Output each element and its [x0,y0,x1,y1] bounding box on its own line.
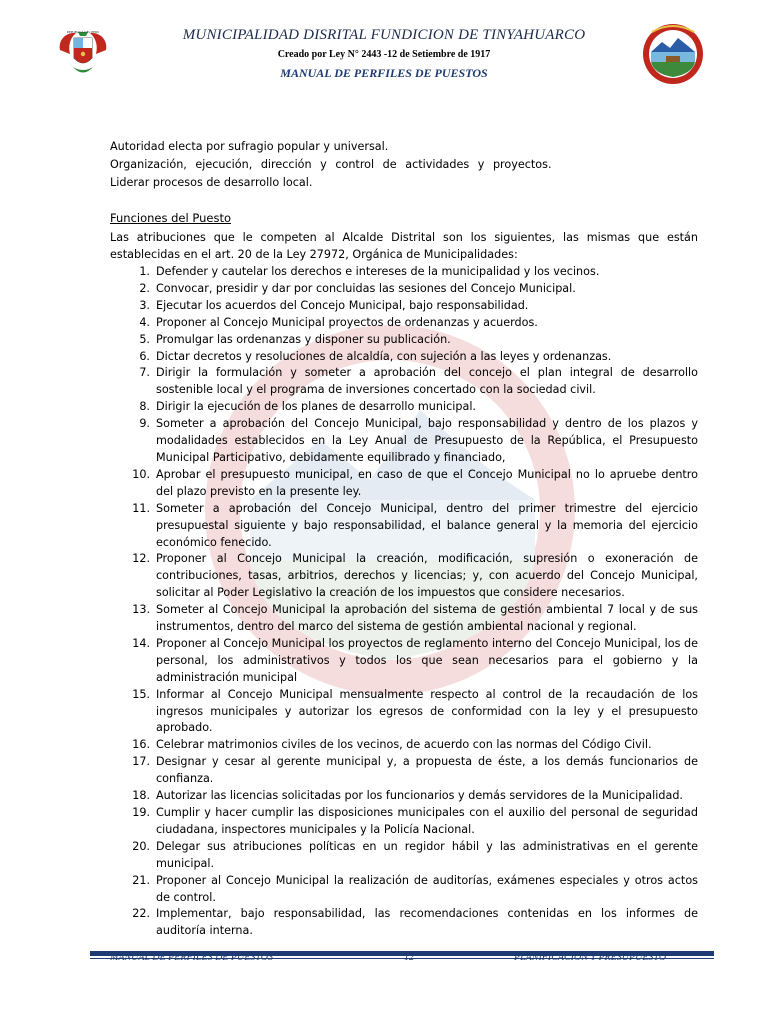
item-text: Cumplir y hacer cumplir las disposiciones municipales con el auxilio del personal de seguridad ciudadana, inspectores municipales y la Policía Nacional. [156,806,698,836]
list-item [110,467,698,501]
page-footer [90,952,714,966]
item-number: 19. [132,806,150,819]
item-number: 22. [132,907,150,921]
item-text: Designar y cesar al gerente municipal y, a propuesta de éste, a los demás funcionarios de confianza. [156,755,698,786]
list-item [110,349,698,366]
item-text: Proponer al Concejo Municipal la creación, modificación, supresión o exoneración de contribuciones, tasas, arbitrios, derechos y licencias; y, con acuerdo del Concejo Municipal, solicitar al Poder Legislativo la creación de los impuestos que considere necesarios. [156,552,698,600]
item-number: 4. [139,315,150,329]
item-number: 12. [132,552,150,566]
item-number: 6. [139,349,150,363]
section-lead: Las atribuciones que le competen al Alcalde Distrital son los siguientes, las mismas que están establecidas en el art. 20 de la Ley 27972, Orgánica de Municipalidades: [110,231,698,261]
list-item [110,687,698,738]
item-text: Defender y cautelar los derechos e intereses de la municipalidad y los vecinos. [156,265,600,278]
item-number: 18. [132,789,150,803]
item-number: 10. [132,467,150,481]
item-text: Dictar decretos y resoluciones de alcaldía, con sujeción a las leyes y ordenanzas. [156,349,612,363]
list-item [110,805,698,839]
item-number: 17. [132,755,150,769]
intro-line: Autoridad electa por sufragio popular y universal. [110,140,389,153]
item-number: 21. [132,873,150,887]
list-item [110,602,698,636]
item-text: Delegar sus atribuciones políticas en un regidor hábil y las administrativas en el gerente municipal. [156,839,698,870]
list-item [110,636,698,687]
list-item [110,839,698,873]
item-text: Convocar, presidir y dar por concluidas las sesiones del Concejo Municipal. [156,281,576,295]
list-item [110,551,698,602]
list-item [110,399,698,416]
item-text: Implementar, bajo responsabilidad, las recomendaciones contenidas en los informes de auditoría interna. [156,907,698,938]
item-text: Proponer al Concejo Municipal proyectos de ordenanzas y acuerdos. [156,315,538,329]
item-number: 3. [139,298,150,312]
list-item [110,298,698,315]
item-text: Someter a aprobación del Concejo Municipal, bajo responsabilidad y dentro de los plazos y modalidades establecidos en la Ley Anual de Presupuesto de la República, el Presupuesto Municipal Participativo, debidamente equilibrado y financiado, [156,417,698,464]
intro-line: Liderar procesos de desarrollo local. [110,176,313,189]
item-text: Informar al Concejo Municipal mensualmente respecto al control de la recaudación de los ingresos municipales y autorizar los egresos de conformidad con la ley y el presupuesto aprobado. [156,687,698,735]
functions-list [110,264,698,940]
section-title: Funciones del Puesto [110,211,231,225]
item-number: 5. [139,332,150,346]
item-number: 1. [139,265,150,278]
item-number: 14. [132,636,150,650]
item-number: 13. [132,603,150,617]
item-text: Dirigir la ejecución de los planes de desarrollo municipal. [156,400,476,414]
header-title: MUNICIPALIDAD DISRITAL FUNDICION DE TINYAHUARCO [182,27,586,43]
header-subtitle: Creado por Ley N° 2443 -12 de Setiembre de 1917 [277,49,491,60]
intro-line: Organización, ejecución, dirección y control de actividades y proyectos. [110,158,552,171]
list-item [110,332,698,349]
item-text: Someter al Concejo Municipal la aprobación del sistema de gestión ambiental 7 local y de sus instrumentos, dentro del marco del sistema de gestión ambiental nacional y regional. [156,603,698,634]
list-item [110,501,698,552]
item-text: Dirigir la formulación y someter a aprobación del concejo el plan integral de desarrollo sostenible local y el programa de inversiones concertado con la sociedad civil. [156,366,698,397]
item-text: Celebrar matrimonios civiles de los vecinos, de acuerdo con las normas del Código Civil. [156,738,652,752]
list-item [110,264,698,281]
item-number: 8. [139,400,150,414]
item-text: Proponer al Concejo Municipal la realización de auditorías, exámenes especiales y otros actos de control. [156,873,698,904]
item-number: 7. [139,366,150,380]
list-item [110,737,698,754]
header-manual-title: MANUAL DE PERFILES DE PUESTOS [280,66,488,80]
item-number: 9. [139,417,150,431]
list-item [110,873,698,907]
item-text: Aprobar el presupuesto municipal, en caso de que el Concejo Municipal no lo apruebe dentro del plazo previsto en la presente ley. [156,467,698,498]
list-item [110,754,698,788]
item-number: 20. [132,839,150,853]
list-item [110,281,698,298]
left-seal-caption: REPUBLICA DEL PERU [66,30,100,34]
item-number: 2. [139,281,150,295]
list-item [110,315,698,332]
list-item [110,788,698,805]
item-text: Someter a aprobación del Concejo Municipal, dentro del primer trimestre del ejercicio presupuestal siguiente y bajo responsabilidad, el balance general y la memoria del ejercicio económico fenecido. [156,501,698,549]
item-number: 16. [132,738,150,752]
item-text: Promulgar las ordenanzas y disponer su publicación. [156,332,451,346]
item-text: Proponer al Concejo Municipal los proyectos de reglamento interno del Concejo Municipal, los de personal, los administrativos y todos los que sean necesarios para el gobierno y la administración municipal [156,636,698,684]
item-number: 11. [132,501,150,515]
item-text: Ejecutar los acuerdos del Concejo Municipal, bajo responsabilidad. [156,298,529,312]
list-item [110,365,698,399]
list-item [110,906,698,940]
list-item [110,416,698,467]
footer-rule [90,958,714,959]
item-text: Autorizar las licencias solicitadas por los funcionarios y demás servidores de la Municipalidad. [156,789,683,803]
item-number: 15. [132,687,150,701]
